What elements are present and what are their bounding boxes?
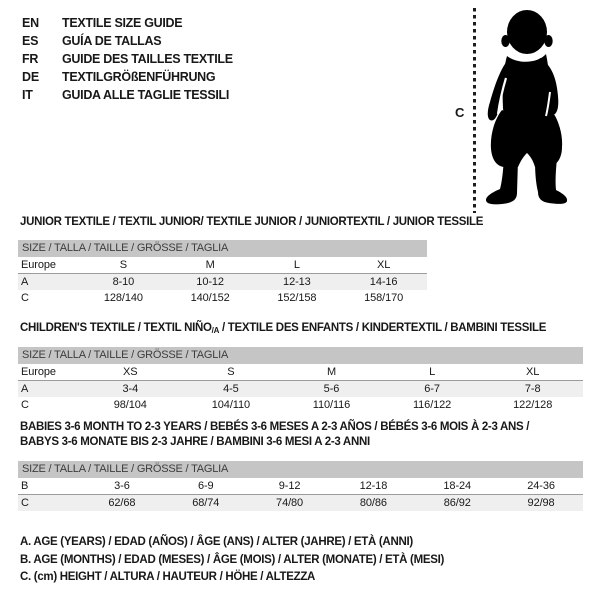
table-cell: 12-18 bbox=[331, 478, 415, 495]
table-cell: 68/74 bbox=[164, 495, 248, 512]
guide-title-en: TEXTILE SIZE GUIDE bbox=[62, 16, 183, 30]
toddler-silhouette-icon bbox=[477, 8, 575, 210]
children-size-header-bar: SIZE / TALLA / TAILLE / GRÖSSE / TAGLIA bbox=[18, 347, 583, 364]
language-code: ES bbox=[22, 34, 39, 48]
children-size-table bbox=[18, 364, 583, 413]
measurement-legend bbox=[20, 534, 444, 587]
table-cell: 6-9 bbox=[164, 478, 248, 495]
table-cell: 18-24 bbox=[415, 478, 499, 495]
table-cell: 92/98 bbox=[499, 495, 583, 512]
children-header-row bbox=[18, 364, 583, 381]
table-cell: 9-12 bbox=[248, 478, 332, 495]
table-cell: 110/116 bbox=[312, 399, 351, 411]
junior-size-table bbox=[18, 257, 427, 306]
language-title-list bbox=[22, 14, 233, 104]
junior-textile-section bbox=[18, 215, 484, 306]
babies-months-row bbox=[18, 478, 583, 495]
size-column-header: XS bbox=[80, 364, 181, 381]
table-cell: 3-6 bbox=[80, 478, 164, 495]
row-label: C bbox=[18, 495, 80, 512]
table-cell: 122/128 bbox=[513, 399, 553, 411]
table-cell: 10-12 bbox=[167, 274, 254, 291]
legend-line-b: B. AGE (MONTHS) / EDAD (MESES) / ÂGE (MOIS) / ALTER (MONATE) / ETÀ (MESI) bbox=[20, 553, 445, 566]
size-column-header: S bbox=[80, 257, 167, 274]
table-cell: 86/92 bbox=[415, 495, 499, 512]
region-label: Europe bbox=[18, 257, 80, 274]
table-cell: 12-13 bbox=[254, 274, 341, 291]
table-cell: 80/86 bbox=[331, 495, 415, 512]
children-height-row bbox=[18, 397, 583, 413]
legend-line-c: C. (cm) HEIGHT / ALTURA / HAUTEUR / HÖHE / ALTEZZA bbox=[20, 571, 316, 583]
table-cell: 4-5 bbox=[181, 381, 282, 398]
babies-height-row bbox=[18, 495, 583, 512]
children-title-subscript: /A bbox=[211, 326, 220, 335]
table-cell: 74/80 bbox=[248, 495, 332, 512]
size-column-header: XL bbox=[482, 364, 583, 381]
table-cell: 8-10 bbox=[80, 274, 167, 291]
language-row-fr bbox=[22, 50, 233, 68]
table-cell: 14-16 bbox=[340, 274, 427, 291]
babies-title-line-1: BABIES 3-6 MONTH TO 2-3 YEARS / BEBÉS 3-6 MESES A 2-3 AÑOS / BÉBÉS 3-6 MOIS À 2-3 ANS / bbox=[20, 421, 530, 433]
children-title-text: CHILDREN'S TEXTILE / TEXTIL NIÑO bbox=[20, 322, 212, 334]
junior-age-row bbox=[18, 274, 427, 291]
row-label: A bbox=[18, 381, 80, 398]
size-column-header: M bbox=[281, 364, 382, 381]
babies-textile-section bbox=[18, 420, 583, 511]
row-label: C bbox=[21, 292, 29, 304]
table-cell: 98/104 bbox=[113, 399, 147, 411]
size-column-header: L bbox=[382, 364, 483, 381]
junior-size-header-bar: SIZE / TALLA / TAILLE / GRÖSSE / TAGLIA bbox=[18, 240, 427, 257]
region-label: Europe bbox=[18, 364, 80, 381]
junior-header-row bbox=[18, 257, 427, 274]
table-cell: 24-36 bbox=[499, 478, 583, 495]
language-row-de bbox=[22, 68, 233, 86]
guide-title-de: TEXTILGRÖßENFÜHRUNG bbox=[62, 70, 216, 84]
legend-line-a: A. AGE (YEARS) / EDAD (AÑOS) / ÂGE (ANS) / ALTER (JAHRE) / ETÀ (ANNI) bbox=[20, 536, 413, 548]
table-cell: 116/122 bbox=[412, 399, 452, 411]
babies-title-line-2: BABYS 3-6 MONATE BIS 2-3 JAHRE / BAMBINI 3-6 MESI A 2-3 ANNI bbox=[20, 436, 370, 448]
language-code: DE bbox=[22, 70, 39, 84]
table-cell: 5-6 bbox=[281, 381, 382, 398]
guide-title-es: GUÍA DE TALLAS bbox=[62, 34, 162, 48]
table-cell: 6-7 bbox=[382, 381, 483, 398]
language-code: IT bbox=[22, 88, 33, 102]
language-row-es bbox=[22, 32, 233, 50]
table-cell: 152/158 bbox=[277, 292, 317, 304]
guide-title-it: GUIDA ALLE TAGLIE TESSILI bbox=[62, 88, 230, 102]
size-column-header: M bbox=[167, 257, 254, 274]
junior-height-row bbox=[18, 290, 427, 306]
table-cell: 140/152 bbox=[190, 292, 230, 304]
language-row-en bbox=[22, 14, 233, 32]
language-row-it bbox=[22, 86, 233, 104]
guide-title-fr: GUIDE DES TAILLES TEXTILE bbox=[62, 52, 233, 66]
row-label: C bbox=[21, 399, 29, 411]
height-measure-dashed-line bbox=[473, 8, 476, 213]
children-age-row bbox=[18, 381, 583, 398]
babies-table-title bbox=[20, 420, 583, 450]
children-title-text: / TEXTILE DES ENFANTS / KINDERTEXTIL / BAMBINI TESSILE bbox=[219, 322, 547, 334]
babies-size-header-bar: SIZE / TALLA / TAILLE / GRÖSSE / TAGLIA bbox=[18, 461, 583, 478]
row-label: A bbox=[18, 274, 80, 291]
size-column-header: XL bbox=[340, 257, 427, 274]
language-code: FR bbox=[22, 52, 39, 66]
children-table-title bbox=[20, 321, 583, 336]
junior-table-title: JUNIOR TEXTILE / TEXTIL JUNIOR/ TEXTILE JUNIOR / JUNIORTEXTIL / JUNIOR TESSILE bbox=[20, 216, 484, 228]
language-code: EN bbox=[22, 16, 39, 30]
table-cell: 158/170 bbox=[364, 292, 404, 304]
children-textile-section bbox=[18, 321, 583, 413]
babies-size-table bbox=[18, 478, 583, 511]
height-measure-label: C bbox=[455, 105, 465, 120]
table-cell: 7-8 bbox=[482, 381, 583, 398]
size-column-header: L bbox=[254, 257, 341, 274]
table-cell: 3-4 bbox=[80, 381, 181, 398]
table-cell: 128/140 bbox=[103, 292, 143, 304]
table-cell: 62/68 bbox=[80, 495, 164, 512]
table-cell: 104/110 bbox=[211, 399, 251, 411]
size-column-header: S bbox=[181, 364, 282, 381]
row-label: B bbox=[18, 478, 80, 495]
